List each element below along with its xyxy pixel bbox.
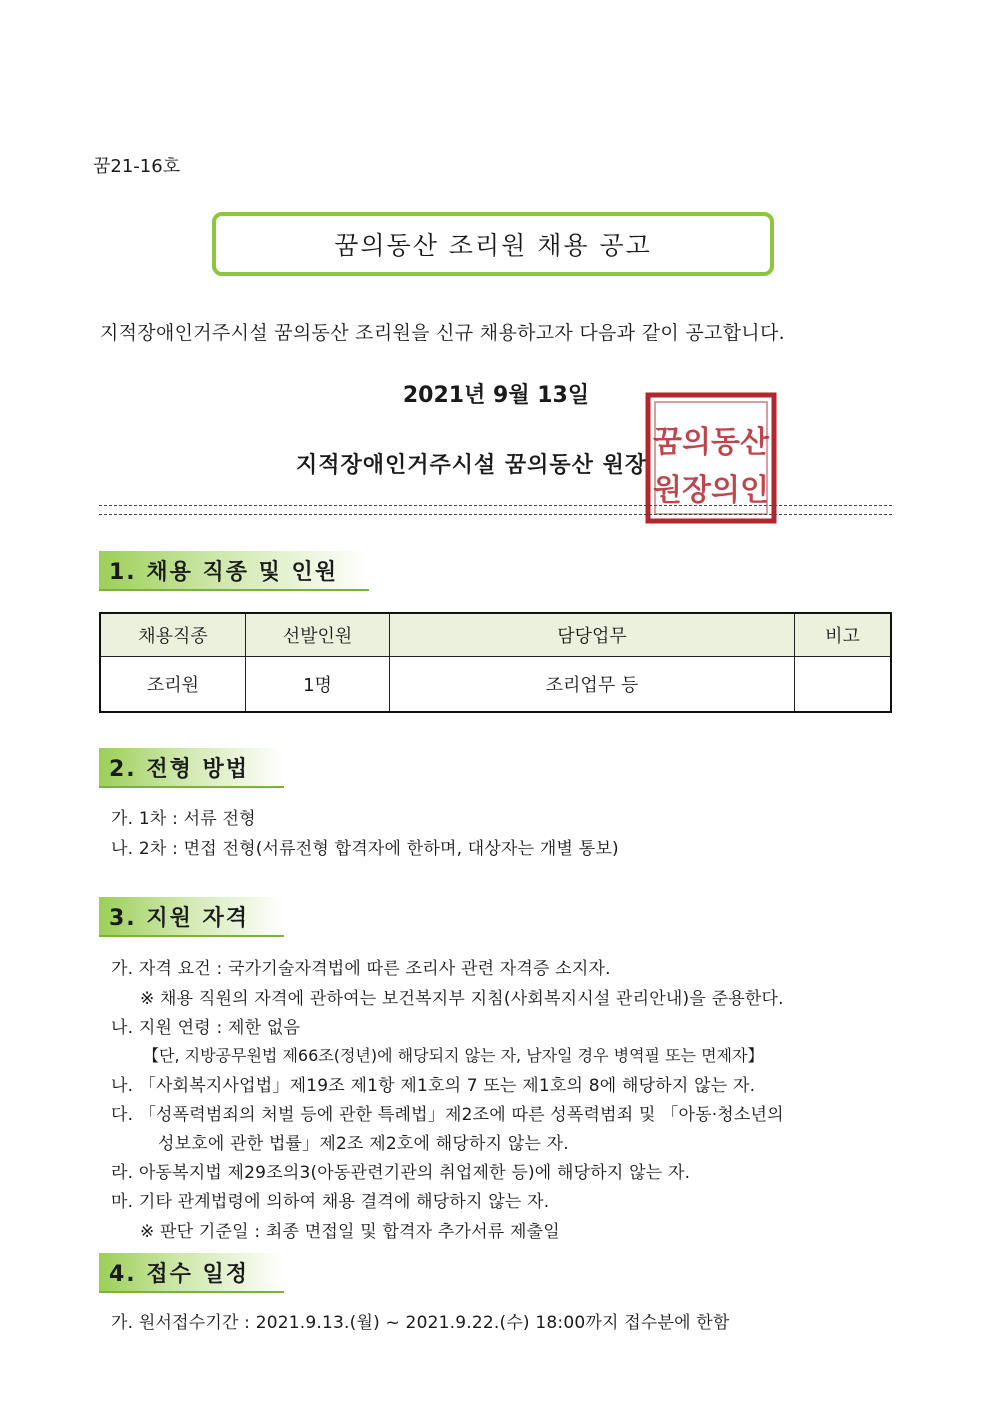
intro-text: 지적장애인거주시설 꿈의동산 조리원을 신규 채용하고자 다음과 같이 공고합니다. (100, 322, 785, 344)
notice-title: 꿈의동산 조리원 채용 공고 (334, 231, 652, 260)
schedule-item-1: 가. 원서접수기간 : 2021.9.13.(월) ~ 2021.9.22.(수) 18:00까지 접수분에 한함 (111, 1313, 730, 1333)
table-cell-count: 1명 (246, 657, 390, 713)
qualification-item: 나. 지원 연령 : 제한 없음 (111, 1018, 301, 1038)
section-1-title: 1. 채용 직종 및 인원 (109, 559, 339, 585)
divider-dashed-2 (99, 514, 892, 515)
section-heading-selection (99, 748, 284, 788)
section-3-title: 3. 지원 자격 (109, 905, 249, 931)
qualification-item: 다. 「성폭력범죄의 처벌 등에 관한 특례법」제2조에 따른 성폭력범죄 및 「아동·청소년의 (111, 1105, 784, 1125)
seal-text-top: 꿈의동산 (653, 425, 769, 460)
table-header-cell: 비고 (795, 613, 892, 657)
notice-date: 2021년 9월 13일 (402, 383, 590, 408)
section-2-title: 2. 전형 방법 (109, 756, 249, 782)
table-header-cell: 채용직종 (100, 613, 246, 657)
table-cell-job: 조리원 (100, 657, 246, 713)
notice-title-box (212, 212, 774, 276)
positions-table (99, 612, 892, 713)
table-header-cell: 선발인원 (246, 613, 390, 657)
qualification-note: ※ 채용 직원의 자격에 관하여는 보건복지부 지침(사회복지시설 관리안내)을 준용한다. (140, 989, 784, 1009)
table-header-cell: 담당업무 (390, 613, 795, 657)
qualification-item: 라. 아동복지법 제29조의3(아동관련기관의 취업제한 등)에 해당하지 않는 자. (111, 1163, 691, 1183)
qualification-item: 가. 자격 요건 : 국가기술자격법에 따른 조리사 관련 자격증 소지자. (111, 959, 611, 979)
selection-item-2: 나. 2차 : 면접 전형(서류전형 합격자에 한하며, 대상자는 개별 통보) (111, 839, 619, 859)
table-cell-duty: 조리업무 등 (390, 657, 795, 713)
section-heading-positions (99, 551, 369, 591)
qualification-item-continued: 성보호에 관한 법률」제2조 제2호에 해당하지 않는 자. (158, 1134, 569, 1154)
section-4-title: 4. 접수 일정 (109, 1261, 249, 1287)
qualification-item: 나. 「사회복지사업법」제19조 제1항 제1호의 7 또는 제1호의 8에 해당하지 않는 자. (111, 1076, 756, 1096)
issuer-name: 지적장애인거주시설 꿈의동산 원장 (296, 453, 648, 478)
divider-dashed-1 (99, 505, 892, 506)
qualification-item: 마. 기타 관계법령에 의하여 채용 결격에 해당하지 않는 자. (111, 1192, 550, 1212)
qualification-note: 【단, 지방공무원법 제66조(정년)에 해당되지 않는 자, 남자일 경우 병역필 또는 면제자】 (143, 1046, 764, 1065)
document-number: 꿈21-16호 (93, 156, 181, 177)
section-heading-qualifications (99, 897, 284, 937)
seal-text-bottom: 원장의인 (653, 473, 769, 508)
section-heading-schedule (99, 1253, 284, 1293)
selection-item-1: 가. 1차 : 서류 전형 (111, 809, 256, 829)
table-cell-remark (795, 657, 892, 713)
qualification-note: ※ 판단 기준일 : 최종 면접일 및 합격자 추가서류 제출일 (140, 1222, 560, 1242)
table-header-row (100, 613, 891, 657)
table-row (100, 657, 891, 713)
